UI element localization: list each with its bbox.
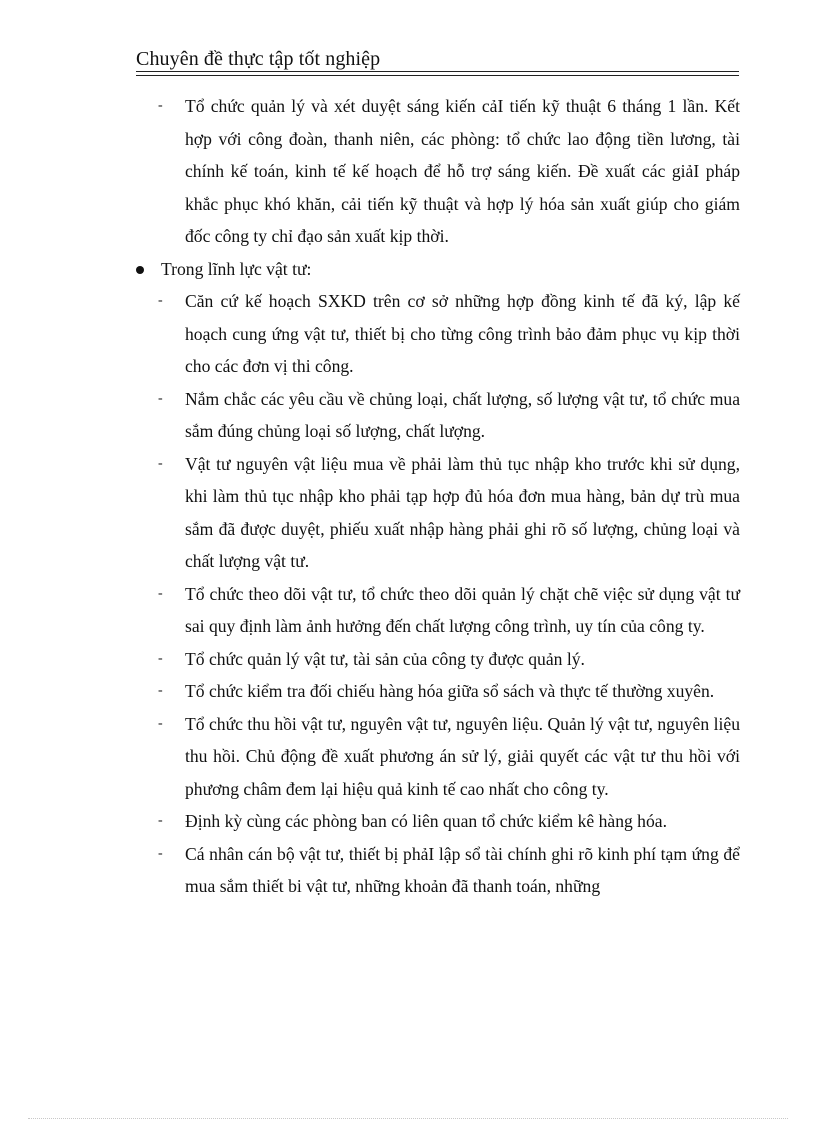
list-item-text: Tổ chức thu hồi vật tư, nguyên vật tư, nguyên liệu. Quản lý vật tư, nguyên liệu thu hồi. Chủ động đề xuất phương án sử lý, giải quyết các vật tư thu hồi với phương châm đem lại hiệu quả kinh tế cao nhất cho công ty.: [185, 713, 740, 799]
dash-marker: -: [158, 98, 163, 113]
list-item: [136, 643, 740, 676]
section-heading: Trong lĩnh lực vật tư:: [161, 258, 312, 279]
list-item: [136, 383, 740, 448]
list-item: [136, 708, 740, 806]
dash-marker: -: [158, 455, 163, 471]
dash-marker: -: [158, 845, 163, 861]
list-item: [136, 578, 740, 643]
header-title: Chuyên đề thực tập tốt nghiệp: [136, 48, 381, 70]
list-item: [136, 838, 740, 903]
dash-marker: -: [158, 390, 163, 406]
list-item-text: Tổ chức kiểm tra đối chiếu hàng hóa giữa sổ sách và thực tế thường xuyên.: [185, 681, 715, 701]
list-item: [136, 285, 740, 383]
page-header: [136, 47, 738, 71]
dash-marker: -: [158, 293, 163, 308]
list-item-text: Tổ chức theo dõi vật tư, tổ chức theo dõi quản lý chặt chẽ việc sử dụng vật tư sai quy định làm ảnh hưởng đến chất lượng công trình, uy tín của công ty.: [185, 583, 740, 636]
list-item-text: Định kỳ cùng các phòng ban có liên quan tổ chức kiểm kê hàng hóa.: [185, 811, 667, 831]
list-item-text: Cá nhân cán bộ vật tư, thiết bị phảI lập sổ tài chính ghi rõ kinh phí tạm ứng để mua sắm thiết bi vật tư, những khoản đã thanh toán, những: [185, 843, 740, 896]
bullet-dot-icon: [136, 266, 144, 274]
dash-marker: -: [158, 683, 163, 698]
list-item-text: Căn cứ kế hoạch SXKD trên cơ sở những hợp đồng kinh tế đã ký, lập kế hoạch cung ứng vật tư, thiết bị cho từng công trình bảo đảm phục vụ kịp thời cho các đơn vị thi công.: [185, 291, 740, 376]
list-item: [136, 805, 740, 838]
list-item: [136, 90, 740, 253]
header-rule-thin: [136, 75, 739, 76]
page-bottom-border: [28, 1118, 788, 1119]
list-item-text: Vật tư nguyên vật liệu mua về phải làm thủ tục nhập kho trước khi sử dụng, khi làm thủ tục nhập kho phải tạp hợp đủ hóa đơn mua hàng, bản dự trù mua sắm đã được duyệt, phiếu xuất nhập hàng phải ghi rõ số lượng, chủng loại và chất lượng vật tư.: [185, 453, 740, 571]
section-bullet: [136, 253, 740, 286]
dash-marker: -: [158, 650, 163, 666]
list-item: [136, 675, 740, 708]
dash-marker: -: [158, 585, 163, 601]
list-item-text: Tổ chức quản lý vật tư, tài sản của công ty được quản lý.: [185, 648, 585, 669]
list-item: [136, 448, 740, 578]
list-item-text: Tổ chức quản lý và xét duyệt sáng kiến cảI tiến kỹ thuật 6 tháng 1 lần. Kết hợp với công đoàn, thanh niên, các phòng: tổ chức lao động tiền lương, tài chính kế toán, kinh tế kế hoạch để hỗ trợ sáng kiến. Đề xuất các giảI pháp khắc phục khó khăn, cải tiến kỹ thuật và hợp lý hóa sản xuất giúp cho giám đốc công ty chỉ đạo sản xuất kịp thời.: [185, 96, 740, 246]
header-rule-thick: [136, 71, 739, 72]
list-item-text: Nắm chắc các yêu cầu về chủng loại, chất lượng, số lượng vật tư, tổ chức mua sắm đúng chủng loại số lượng, chất lượng.: [185, 388, 740, 441]
body-content: [136, 90, 740, 903]
dash-marker: -: [158, 715, 163, 731]
dash-marker: -: [158, 813, 163, 828]
